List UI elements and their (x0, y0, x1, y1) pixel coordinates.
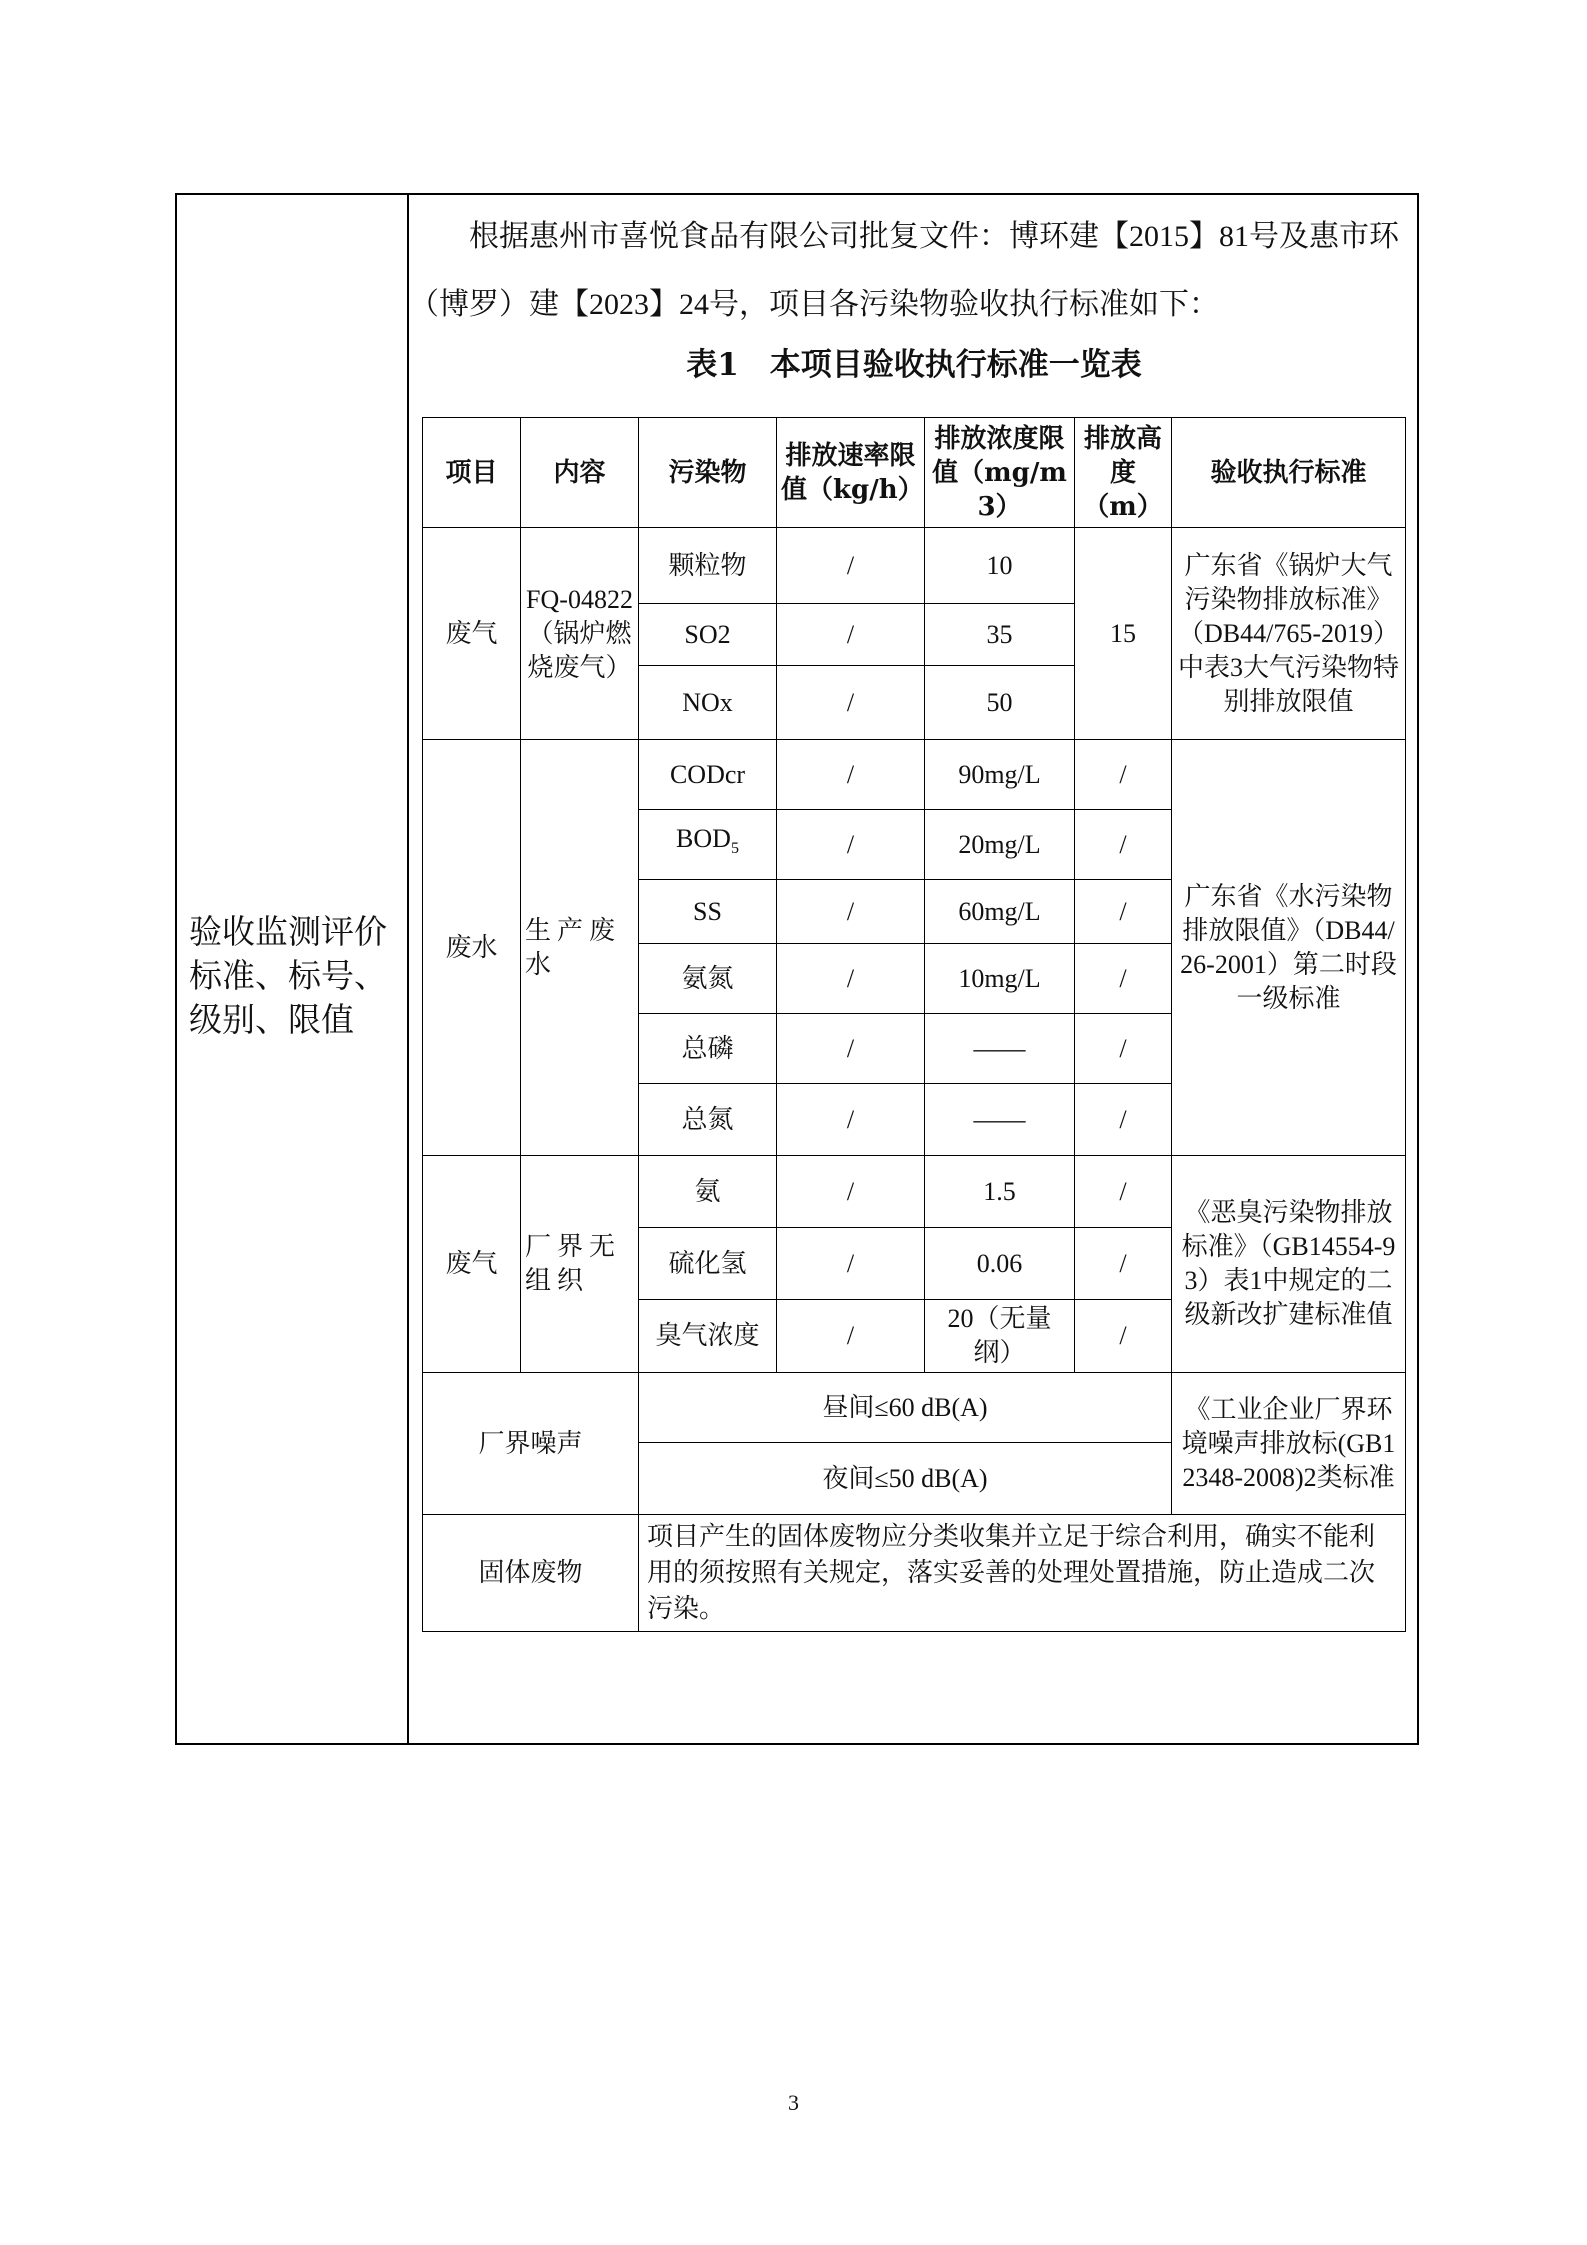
table-row (423, 528, 1406, 604)
pollutant-cell: 氨 (639, 1156, 777, 1228)
height-cell: / (1075, 1084, 1172, 1156)
rate-cell: / (777, 740, 925, 810)
water-project: 废水 (423, 740, 521, 1156)
rate-cell: / (777, 1300, 925, 1373)
conc-cell: 35 (925, 604, 1075, 666)
rate-cell: / (777, 1014, 925, 1084)
table-row (423, 1373, 1406, 1443)
conc-cell: 0.06 (925, 1228, 1075, 1300)
pollutant-subscript: 5 (730, 840, 739, 858)
conc-cell: 60mg/L (925, 880, 1075, 944)
height-cell: / (1075, 740, 1172, 810)
gas1-standard: 广东省《锅炉大气污染物排放标准》（DB44/765-2019）中表3大气污染物特别排放限值 (1172, 528, 1406, 740)
noise-label: 厂界噪声 (423, 1373, 639, 1515)
pollutant-text: BOD (676, 824, 731, 854)
form-frame (175, 193, 1419, 1745)
pollutant-cell: 臭气浓度 (639, 1300, 777, 1373)
solid-text: 项目产生的固体废物应分类收集并立足于综合利用，确实不能利用的须按照有关规定，落实妥善的处理处置措施，防止造成二次污染。 (639, 1515, 1406, 1632)
rate-cell: / (777, 528, 925, 604)
height-cell: / (1075, 1300, 1172, 1373)
rate-cell: / (777, 880, 925, 944)
gas2-project: 废气 (423, 1156, 521, 1373)
standards-table (422, 417, 1406, 1632)
pollutant-cell: 颗粒物 (639, 528, 777, 604)
header-standard: 验收执行标准 (1172, 418, 1406, 528)
pollutant-cell: NOx (639, 666, 777, 740)
rate-cell: / (777, 1228, 925, 1300)
header-concentration: 排放浓度限值（mg/m3） (925, 418, 1075, 528)
pollutant-cell: 总氮 (639, 1084, 777, 1156)
table-row (423, 740, 1406, 810)
pollutant-cell: 硫化氢 (639, 1228, 777, 1300)
conc-cell: 20（无量纲） (925, 1300, 1075, 1373)
table-row (423, 1156, 1406, 1228)
gas2-standard: 《恶臭污染物排放标准》（GB14554-93）表1中规定的二级新改扩建标准值 (1172, 1156, 1406, 1373)
height-cell: / (1075, 1014, 1172, 1084)
table-header-row (423, 418, 1406, 528)
pollutant-cell: SO2 (639, 604, 777, 666)
conc-cell: 50 (925, 666, 1075, 740)
header-rate: 排放速率限值（kg/h） (777, 418, 925, 528)
section-label: 验收监测评价标准、标号、级别、限值 (189, 912, 387, 1039)
column-divider (407, 195, 409, 1743)
page-number: 3 (788, 2090, 799, 2115)
rate-cell: / (777, 1084, 925, 1156)
gas1-content: FQ-04822（锅炉燃烧废气） (521, 528, 639, 740)
conc-cell: —— (925, 1084, 1075, 1156)
noise-standard: 《工业企业厂界环境噪声排放标(GB12348-2008)2类标准 (1172, 1373, 1406, 1515)
table-title: 表1 本项目验收执行标准一览表 (686, 347, 1142, 383)
gas1-project: 废气 (423, 528, 521, 740)
height-cell: / (1075, 944, 1172, 1014)
rate-cell: / (777, 604, 925, 666)
conc-cell: —— (925, 1014, 1075, 1084)
noise-day: 昼间≤60 dB(A) (639, 1373, 1172, 1443)
gas2-content: 厂界无组织 (521, 1156, 639, 1373)
header-project: 项目 (423, 418, 521, 528)
solid-label: 固体废物 (423, 1515, 639, 1632)
header-height: 排放高度（m） (1075, 418, 1172, 528)
rate-cell: / (777, 666, 925, 740)
water-standard: 广东省《水污染物排放限值》（DB44/26-2001）第二时段一级标准 (1172, 740, 1406, 1156)
pollutant-cell: 氨氮 (639, 944, 777, 1014)
height-cell: / (1075, 880, 1172, 944)
pollutant-cell (639, 810, 777, 880)
table-row (423, 1515, 1406, 1632)
pollutant-cell: SS (639, 880, 777, 944)
noise-night: 夜间≤50 dB(A) (639, 1443, 1172, 1515)
conc-cell: 10 (925, 528, 1075, 604)
header-content: 内容 (521, 418, 639, 528)
gas1-height: 15 (1075, 528, 1172, 740)
conc-cell: 10mg/L (925, 944, 1075, 1014)
height-cell: / (1075, 810, 1172, 880)
height-cell: / (1075, 1156, 1172, 1228)
rate-cell: / (777, 1156, 925, 1228)
rate-cell: / (777, 944, 925, 1014)
pollutant-cell: 总磷 (639, 1014, 777, 1084)
height-cell: / (1075, 1228, 1172, 1300)
conc-cell: 90mg/L (925, 740, 1075, 810)
intro-paragraph: 根据惠州市喜悦食品有限公司批复文件：博环建【2015】81号及惠市环（博罗）建【2023】24号，项目各污染物验收执行标准如下： (409, 220, 1399, 321)
conc-cell: 1.5 (925, 1156, 1075, 1228)
header-pollutant: 污染物 (639, 418, 777, 528)
rate-cell: / (777, 810, 925, 880)
water-content: 生产废水 (521, 740, 639, 1156)
conc-cell: 20mg/L (925, 810, 1075, 880)
pollutant-cell: CODcr (639, 740, 777, 810)
